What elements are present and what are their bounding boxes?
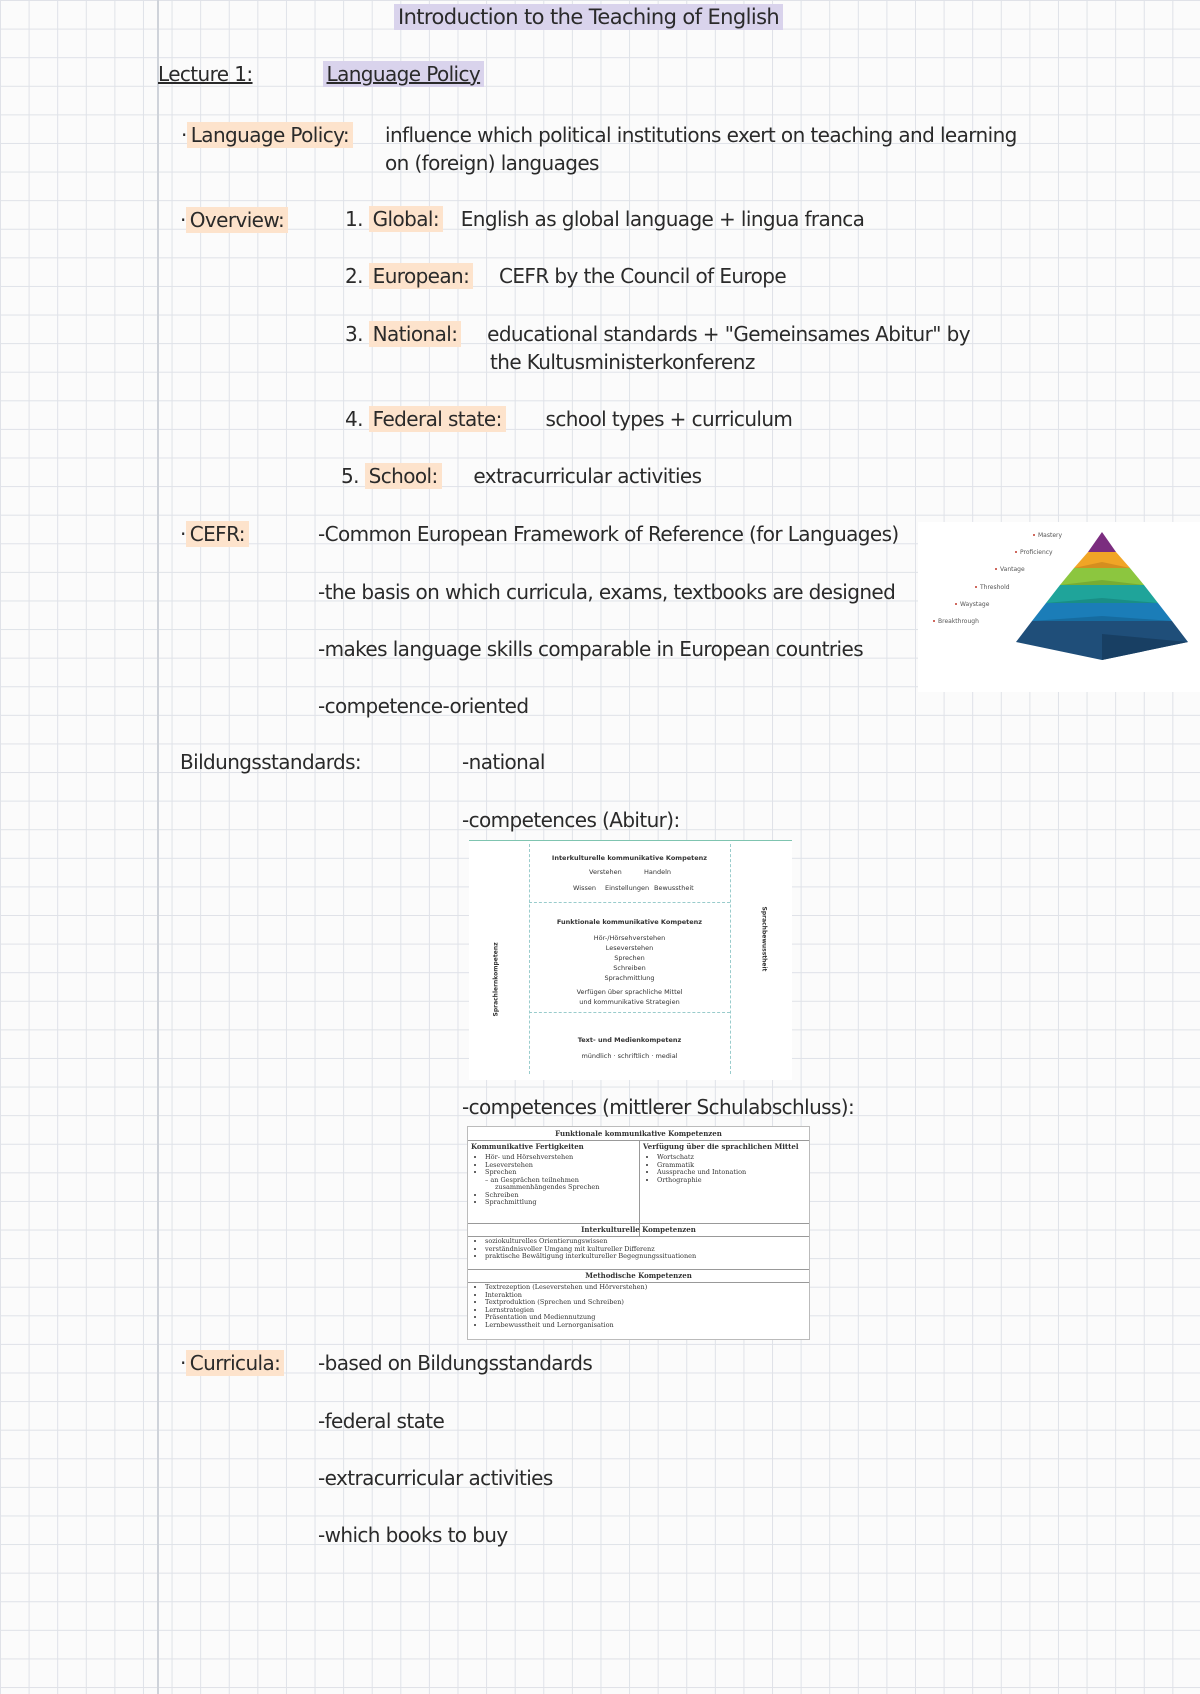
- fig2-method-list: • Textrezeption (Leseverstehen und Hörverstehen) • Interaktion • Textproduktion (Sprechen und Schreiben) • Lernstrategien • Präsentation und Mediennutzung • Lernbewusstheit und Lernorganisation: [471, 1284, 647, 1329]
- overview-item-text: English as global language + lingua franca: [460, 207, 865, 231]
- overview-item-text: educational standards + "Gemeinsames Abitur" by: [487, 322, 970, 346]
- bildungsstandards-abitur: -competences (Abitur):: [462, 808, 680, 832]
- lecture-number: Lecture 1:: [158, 62, 253, 86]
- overview-item-school: 5. School: extracurricular activities: [341, 464, 702, 488]
- fig1-bottom-title: Text- und Medienkompetenz: [577, 1036, 682, 1044]
- fig2-col1-list: • Hör- und Hörsehverstehen • Leseverstehen • Sprechen – an Gesprächen teilnehmen zusammenhängendes Sprechen • Schreiben • Sprachmittlung: [471, 1154, 599, 1207]
- fig2-inter-list: • soziokulturelles Orientierungswissen • verständnisvoller Umgang mit kultureller Differenz • praktische Bewältigung interkultureller Begegnungssituationen: [471, 1238, 696, 1261]
- curricula-item: -extracurricular activities: [318, 1466, 553, 1490]
- language-policy-label: · Language Policy:: [181, 123, 353, 147]
- language-policy-def-line1: influence which political institutions exert on teaching and learning: [385, 123, 1017, 147]
- bildungsstandards-label: Bildungsstandards:: [180, 750, 362, 774]
- pyramid-tier: [1088, 532, 1116, 552]
- cefr-item: -Common European Framework of Reference (for Languages): [318, 522, 899, 546]
- cefr-item: -competence-oriented: [318, 694, 529, 718]
- overview-label: · Overview:: [180, 208, 288, 232]
- fig2-method-title: Methodische Kompetenzen: [585, 1271, 692, 1280]
- cefr-label: · CEFR:: [180, 522, 249, 546]
- cefr-item: -the basis on which curricula, exams, textbooks are designed: [318, 580, 896, 604]
- cefr-item: -makes language skills comparable in European countries: [318, 637, 864, 661]
- overview-item-text: extracurricular activities: [473, 464, 702, 488]
- pyramid-label: Threshold: [980, 584, 1010, 591]
- page-title-text: Introduction to the Teaching of English: [394, 4, 783, 30]
- pyramid-label: Proficiency: [1020, 549, 1053, 556]
- overview-item-text: CEFR by the Council of Europe: [499, 264, 787, 288]
- overview-item-label: National:: [369, 321, 462, 347]
- overview-item-federal-state: 4. Federal state: school types + curriculum: [345, 407, 793, 431]
- page-title: [394, 5, 783, 29]
- pyramid-label: Waystage: [960, 601, 990, 608]
- overview-item-european: 2. European: CEFR by the Council of Europe: [345, 264, 787, 288]
- fig1-top-title: Interkulturelle kommunikative Kompetenz: [551, 854, 708, 862]
- fig1-right-vertical: Sprachbewusstheit: [760, 906, 768, 972]
- curricula-item: -federal state: [318, 1409, 445, 1433]
- abitur-competence-model-figure: Interkulturelle kommunikative Kompetenz Verstehen Handeln Wissen Einstellungen Bewusstheit Funktionale kommunikative Kompetenz Hör-/Hörsehverstehen Leseverstehen Sprechen Schreiben Sprachmittlung Verfügen über sprachliche Mittel und kommunikative Strategien Sprachlernkompetenz Sprachbewusstheit Text- und Medienkompetenz mündlich · schriftlich · medial: [469, 840, 792, 1080]
- curricula-label: · Curricula:: [180, 1351, 284, 1375]
- pyramid-label: Breakthrough: [938, 618, 979, 625]
- overview-item-national: 3. National: educational standards + "Gemeinsames Abitur" by: [345, 322, 970, 346]
- fig2-title: Funktionale kommunikative Kompetenzen: [555, 1129, 722, 1138]
- fig2-inter-title: Interkulturelle Kompetenzen: [581, 1225, 696, 1234]
- fig2-col2-list: • Wortschatz • Grammatik • Aussprache und Intonation • Orthographie: [643, 1154, 746, 1184]
- fig1-left-vertical: Sprachlernkompetenz: [492, 942, 500, 1017]
- msa-competence-table-figure: Funktionale kommunikative Kompetenzen Kommunikative Fertigkeiten Verfügung über die sprachlichen Mittel • Hör- und Hörsehverstehen • Leseverstehen • Sprechen – an Gesprächen teilnehmen zusammenhängendes Sprechen • Schreiben • Sprachmittlung • Wortschatz • Grammatik • Aussprache und Intonation • Orthographie Interkulturelle Kompetenzen • soziokulturelles Orientierungswissen • verständnisvoller Umgang mit kultureller Differenz • praktische Bewältigung interkultureller Begegnungssituationen Methodische Kompetenzen • Textrezeption (Leseverstehen und Hörverstehen) • Interaktion • Textproduktion (Sprechen und Schreiben) • Lernstrategien • Präsentation und Mediennutzung • Lernbewusstheit und Lernorganisation: [467, 1126, 810, 1340]
- language-policy-def-line2: on (foreign) languages: [385, 151, 599, 175]
- overview-item-national-cont: the Kultusministerkonferenz: [490, 350, 755, 374]
- overview-item-global: 1. Global: English as global language + lingua franca: [345, 207, 865, 231]
- overview-item-label: School:: [365, 463, 442, 489]
- overview-item-label: Global:: [369, 206, 443, 232]
- fig1-mid-title: Funktionale kommunikative Kompetenz: [556, 918, 703, 926]
- bildungsstandards-national: -national: [462, 750, 545, 774]
- curricula-item: -which books to buy: [318, 1523, 508, 1547]
- lecture-heading: [158, 62, 484, 86]
- overview-item-label: European:: [369, 263, 474, 289]
- pyramid-label: Mastery: [1038, 532, 1063, 539]
- pyramid-label: Vantage: [1000, 566, 1025, 573]
- overview-item-label: Federal state:: [369, 406, 506, 432]
- bildungsstandards-msa: -competences (mittlerer Schulabschluss):: [462, 1095, 855, 1119]
- curricula-item: -based on Bildungsstandards: [318, 1351, 593, 1375]
- cefr-levels-pyramid: [918, 522, 1200, 692]
- notebook-margin-line: [157, 0, 159, 1694]
- lecture-topic: Language Policy: [323, 61, 485, 87]
- overview-item-text: school types + curriculum: [545, 407, 793, 431]
